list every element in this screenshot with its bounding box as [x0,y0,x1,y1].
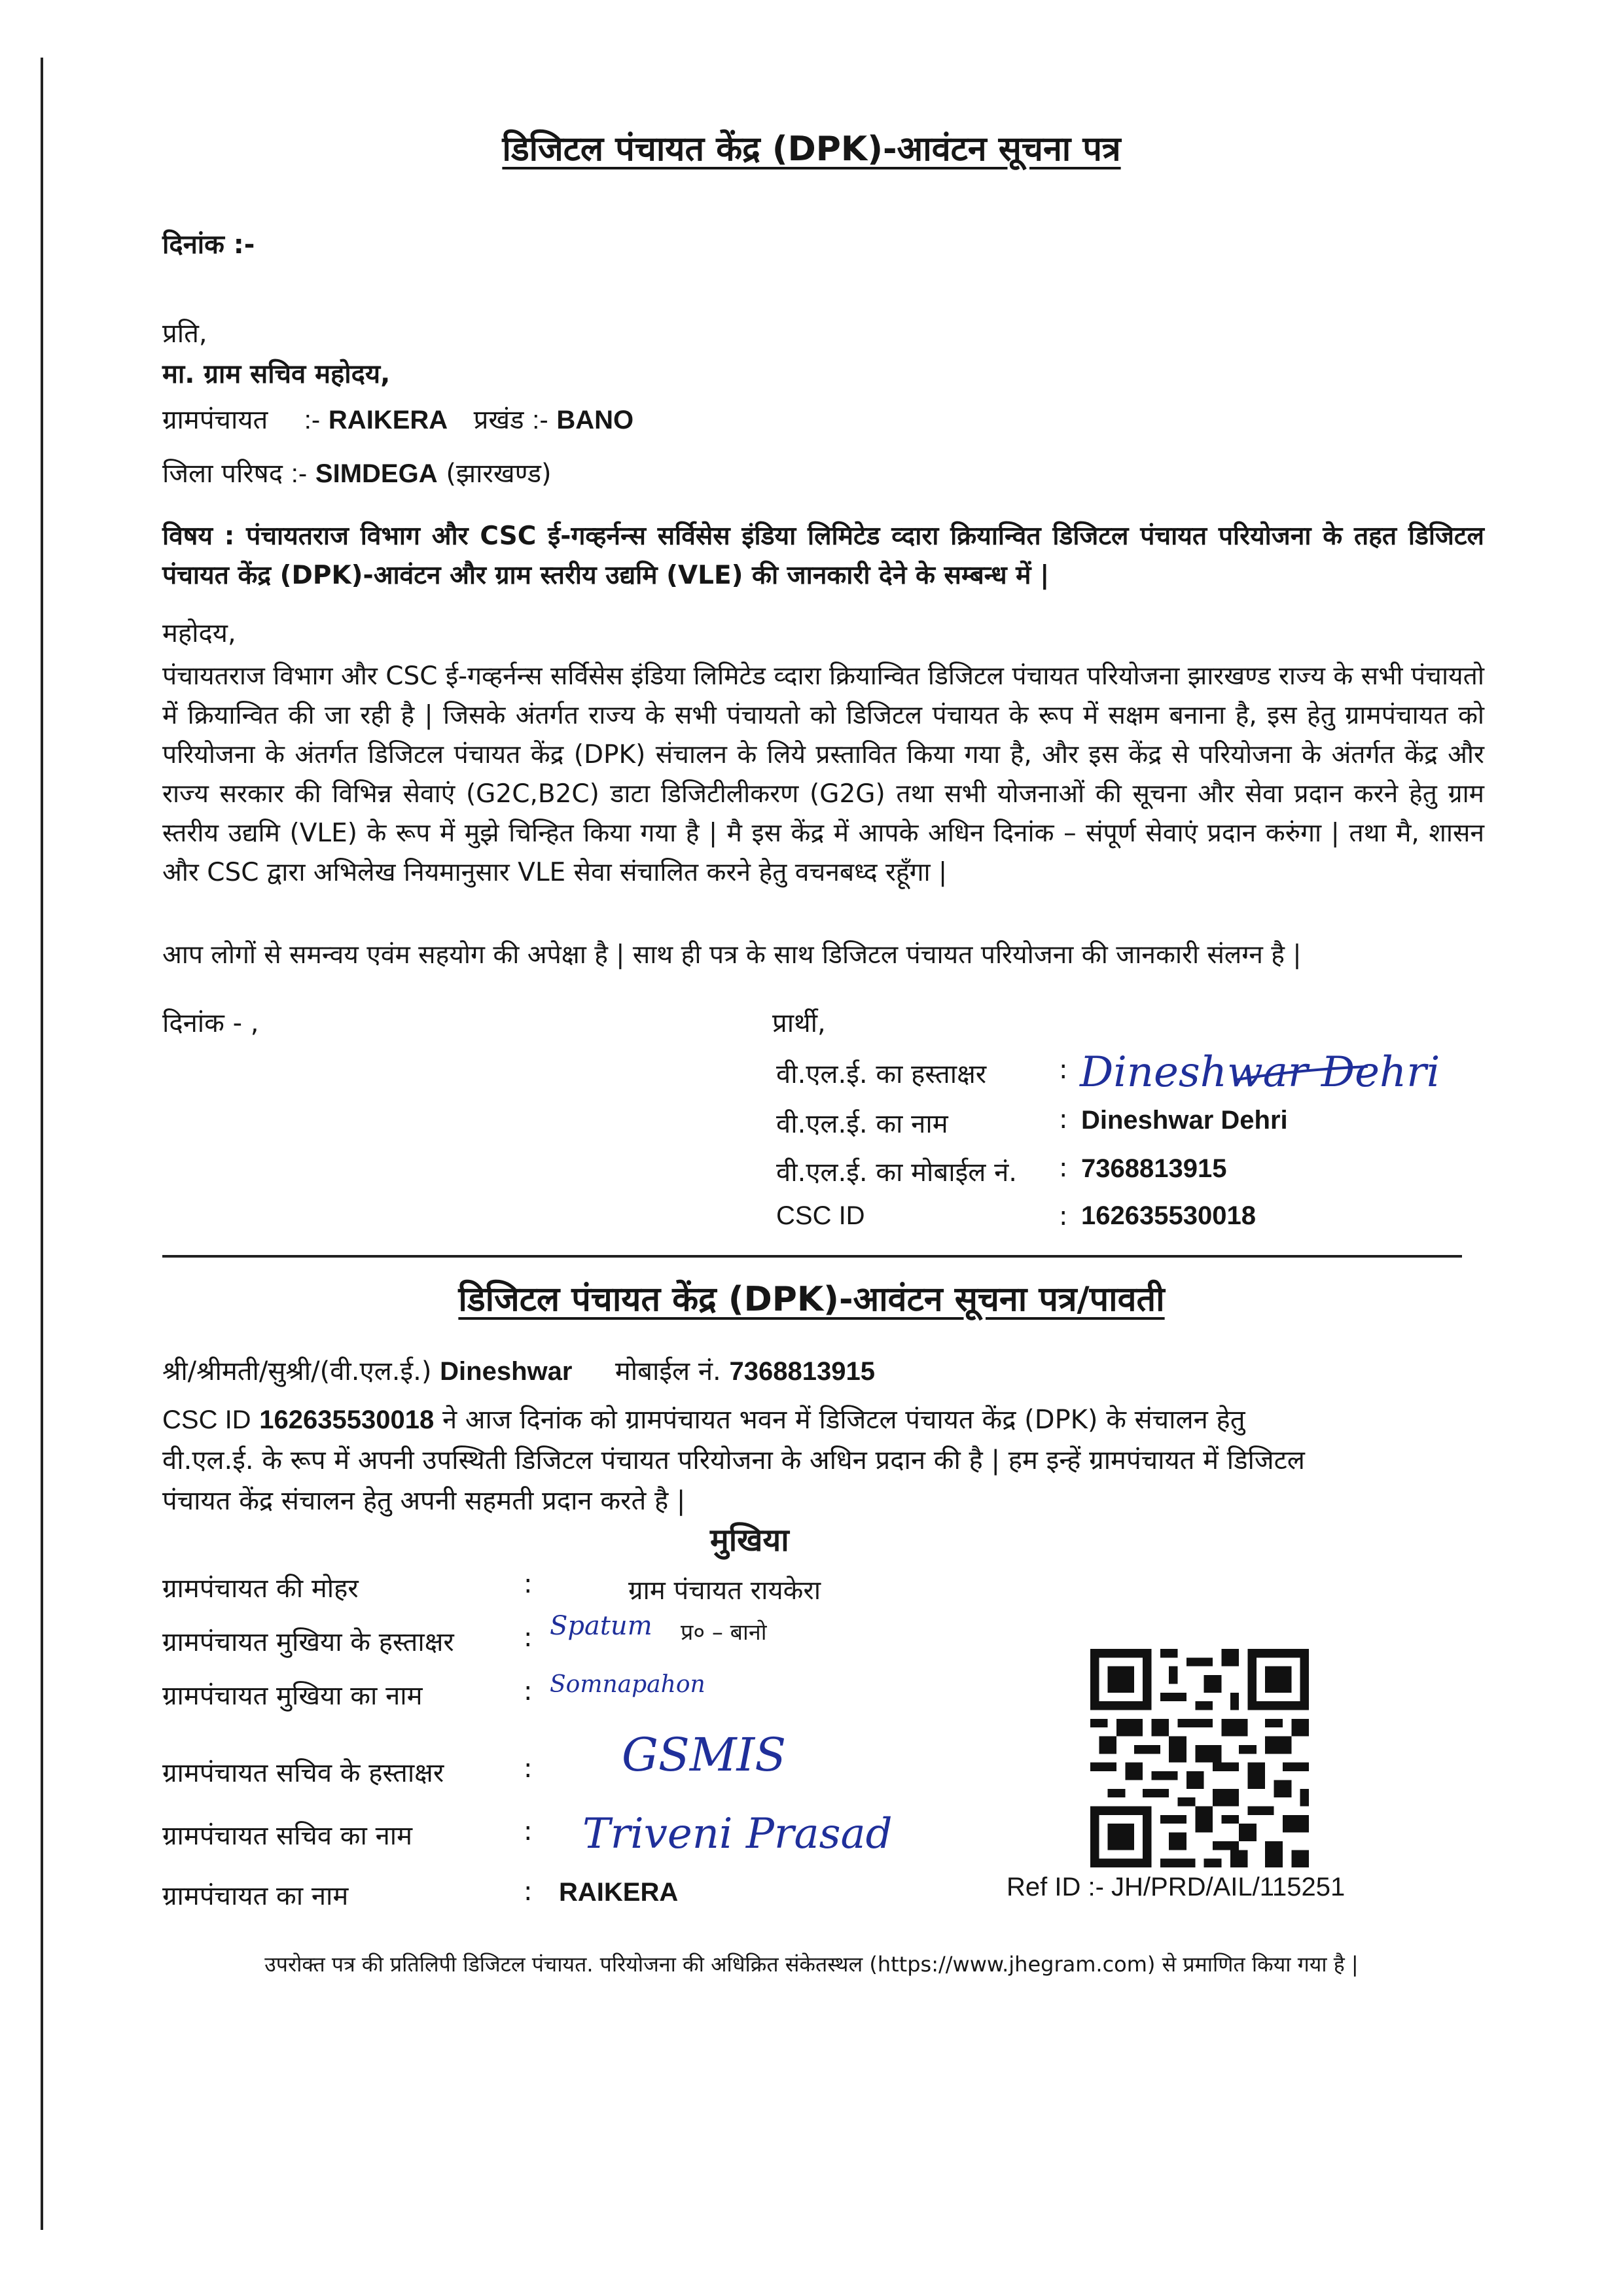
district-line [162,454,552,490]
vle-mobile-colon: : [1059,1153,1068,1183]
gp-name-colon: : [524,1877,533,1907]
seal-label: ग्रामपंचायत की मोहर [162,1574,359,1604]
block-sep: :- [532,406,548,434]
mukhia-name-hand-text: Somnapahon [550,1671,705,1698]
section-divider [162,1255,1462,1258]
receipt-cscid-value: 162635530018 [259,1405,435,1434]
district-label: जिला परिषद [162,459,283,489]
to-label: प्रति, [162,319,207,349]
ref-label: Ref ID :- [1007,1873,1104,1901]
mukhia-name-colon: : [524,1676,533,1706]
vle-cscid-value: 162635530018 [1081,1201,1256,1230]
mukhia-name-label: ग्रामपंचायत मुखिया का नाम [162,1681,423,1711]
vle-name-colon: : [1059,1104,1068,1135]
footer-note: उपरोक्त पत्र की प्रतिलिपी डिजिटल पंचायत. परियोजना की अधिक्रित संकेतस्थल (https://www.jhegram.com) से प्रमाणित किया गया है | [264,1952,1359,1977]
mukhia-signature [543,1597,713,1655]
gp-label: ग्रामपंचायत [162,405,268,435]
seal-colon: : [524,1569,533,1599]
vle-signature-colon: : [1059,1055,1068,1085]
vle-cscid-colon: : [1059,1201,1068,1231]
sachiv-signature [615,1708,890,1799]
vle-cscid-label: CSC ID [776,1201,865,1230]
gp-name-value: RAIKERA [559,1878,679,1907]
sachiv-name-handwritten [576,1793,969,1871]
state-value: (झारखण्ड) [446,459,552,489]
gp-sep: :- [304,406,321,434]
receipt-honorific: श्री/श्रीमती/सुश्री/(वी.एल.ई.) [162,1356,432,1386]
receipt-vle-name: Dineshwar [440,1357,573,1386]
vle-mobile-value: 7368813915 [1081,1154,1227,1183]
receipt-text-line-1 [162,1400,1245,1436]
gp-name-label: ग्रामपंचायत का नाम [162,1881,349,1911]
addressee: मा. ग्राम सचिव महोदय, [162,359,391,389]
block-label: प्रखंड [473,405,524,435]
stamp-line-3: प्र० – बानो [681,1619,767,1646]
receipt-vle-line [162,1352,875,1388]
vle-name-label: वी.एल.ई. का नाम [776,1109,948,1139]
vle-signature-text: Dineshwar Dehri [1080,1048,1440,1097]
sachiv-name-hand-text: Triveni Prasad [582,1810,893,1858]
mukhia-signature-text: Spatum [550,1611,652,1641]
salutation: महोदय, [162,618,236,648]
applicant-label: प्रार्थी, [772,1008,826,1038]
sachiv-name-colon: : [524,1816,533,1846]
gp-value: RAIKERA [328,406,448,434]
receipt-text-line-3: पंचायत केंद्र संचालन हेतु अपनी सहमती प्रदान करते है | [162,1486,686,1516]
vle-signature-label: वी.एल.ई. का हस्ताक्षर [776,1059,987,1089]
signoff-date: दिनांक - , [162,1008,259,1038]
sachiv-name-label: ग्रामपंचायत सचिव का नाम [162,1821,413,1851]
receipt-text-line-2: वी.एल.ई. के रूप में अपनी उपस्थिती डिजिटल पंचायत परियोजना के अधिन प्रदान की है | हम इन्हें ग्रामपंचायत में डिजिटल [162,1445,1305,1475]
body-paragraph-2: आप लोगों से समन्वय एवंम सहयोग की अपेक्षा है | साथ ही पत्र के साथ डिजिटल पंचायत परियोजना की जानकारी संलग्न है | [162,940,1302,970]
sachiv-sig-label: ग्रामपंचायत सचिव के हस्ताक्षर [162,1758,444,1788]
receipt-mobile-label: मोबाईल नं. [615,1356,721,1386]
body-paragraph-1: पंचायतराज विभाग और CSC ई-गव्हर्नन्स सर्विसेस इंडिया लिमिटेड व्दारा क्रियान्वित डिजिटल पंचायत परियोजना झारखण्ड राज्य के सभी पंचायतो में क्रियान्वित की जा रही है | जिसके अंतर्गत राज्य के सभी पंचायतो को डिजिटल पंचायत के रूप में सक्षम बनाना है, इस हेतु ग्रामपंचायत को परियोजना के अंतर्गत डिजिटल पंचायत केंद्र (DPK) संचालन के लिये प्रस्तावित किया गया है, और इस केंद्र से परियोजना के अंतर्गत केंद्र और राज्य सरकार की विभिन्न सेवाएं (G2C,B2C) डाटा डिजिटीलीकरण (G2G) तथा सभी योजनाओं की सूचना और सेवा प्रदान करने हेतु ग्राम स्तरीय उद्यमि (VLE) के रूप में मुझे चिन्हित किया गया है | मै इस केंद्र में आपके अधिन दिनांक – संपूर्ण सेवाएं प्रदान करुंगा | तथा मै, शासन और CSC द्वारा अभिलेख नियमानुसार VLE सेवा संचालित करने हेतु वचनबध्द रहूँगा | [162,662,1484,887]
mukhia-name-handwritten [543,1651,753,1710]
stamp-line-1: मुखिया [710,1522,789,1559]
mukhia-sig-colon: : [524,1623,533,1653]
receipt-title: डिजिटल पंचायत केंद्र (DPK)-आवंटन सूचना पत्र/पावती [458,1280,1165,1319]
vle-mobile-label: वी.एल.ई. का मोबाईल नं. [776,1157,1018,1188]
mukhia-sig-label: ग्रामपंचायत मुखिया के हस्ताक्षर [162,1627,454,1657]
letter-title: डिजिटल पंचायत केंद्र (DPK)-आवंटन सूचना पत्र [502,130,1121,169]
receipt-cscid-label: CSC ID [162,1405,251,1434]
vle-name-value: Dineshwar Dehri [1081,1106,1288,1135]
stamp-line-2: ग्राम पंचायत रायकेरा [628,1576,821,1606]
district-value: SIMDEGA [315,459,438,488]
subject-paragraph: विषय : पंचायतराज विभाग और CSC ई-गव्हर्नन्स सर्विसेस इंडिया लिमिटेड व्दारा क्रियान्वित डिजिटल पंचायत परियोजना के तहत डिजिटल पंचायत केंद्र (DPK)-आवंटन और ग्राम स्तरीय उद्यमि (VLE) की जानकारी देने के सम्बन्ध में | [162,521,1484,590]
ref-value: JH/PRD/AIL/115251 [1111,1873,1346,1901]
qr-code [1090,1649,1309,1867]
receipt-text-after-cscid: ने आज दिनांक को ग्रामपंचायत भवन में डिजिटल पंचायत केंद्र (DPK) के संचालन हेतु [442,1405,1245,1435]
receipt-mobile-value: 7368813915 [729,1357,875,1386]
scan-margin-line [41,58,43,2230]
district-sep: :- [291,459,308,488]
sachiv-sig-colon: : [524,1754,533,1784]
ref-id [1007,1873,1345,1902]
date-label: दिनांक :- [162,230,255,260]
sachiv-signature-text: GSMIS [622,1728,787,1782]
gram-panchayat-line [162,400,633,436]
block-value: BANO [556,406,634,434]
